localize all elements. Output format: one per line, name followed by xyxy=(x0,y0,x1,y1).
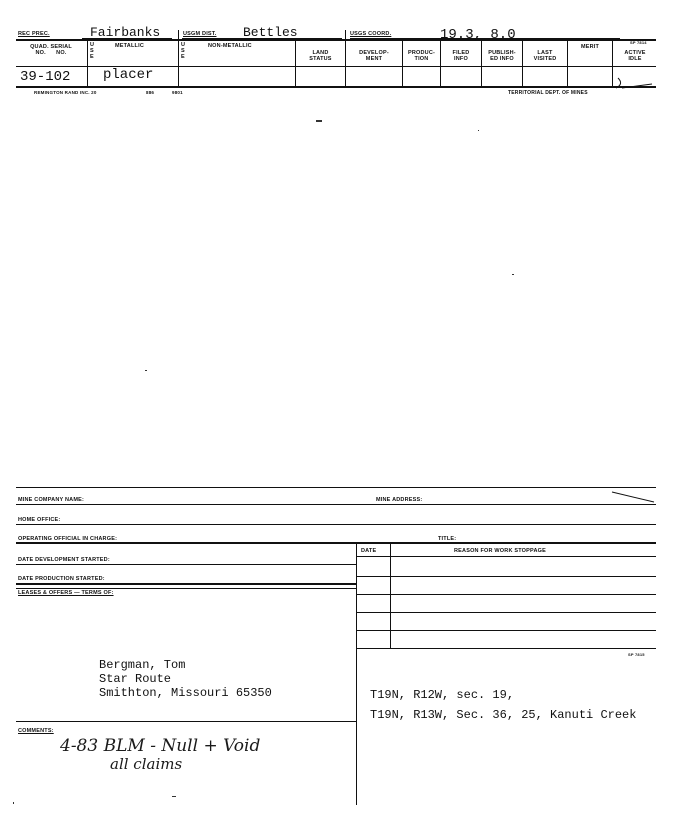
use-e-2: E xyxy=(181,54,185,60)
col-filed: FILED xyxy=(452,50,470,56)
col-metallic: METALLIC xyxy=(115,43,144,49)
home-office-label: HOME OFFICE: xyxy=(18,517,61,523)
printer-code-1: 886 xyxy=(146,90,155,95)
scan-speck xyxy=(172,796,176,797)
printer-code-2: 9801 xyxy=(172,90,183,95)
date-prod-label: DATE PRODUCTION STARTED: xyxy=(18,576,105,582)
metallic-value: placer xyxy=(103,67,154,83)
use-s: S xyxy=(90,48,94,54)
scan-speck xyxy=(478,130,479,131)
use-u: U xyxy=(90,42,95,48)
col-last-visited xyxy=(523,50,567,62)
col-production xyxy=(403,50,440,62)
col-filed-info-2: INFO xyxy=(454,56,468,62)
col-publish: PUBLISH- xyxy=(488,50,516,56)
scan-speck xyxy=(316,120,322,122)
serial-number: 39-102 xyxy=(20,69,71,85)
col-quad-serial xyxy=(18,44,84,56)
col-land-status xyxy=(297,50,344,62)
col-produc: PRODUC- xyxy=(407,50,436,56)
usgs-coord-value: 19.3, 8.0 xyxy=(440,27,516,43)
scan-speck xyxy=(13,802,14,804)
title-label: TITLE: xyxy=(438,536,457,542)
col-use-letters-2 xyxy=(181,42,185,60)
col-ed-info: ED INFO xyxy=(490,56,514,62)
col-quad-serial-line1: QUAD. SERIAL xyxy=(30,44,72,50)
use-s-2: S xyxy=(181,48,185,54)
col-use-letters xyxy=(90,42,94,60)
rec-prec-value: Fairbanks xyxy=(90,25,161,40)
dept-label: TERRITORIAL DEPT. OF MINES xyxy=(508,90,588,96)
usgm-dist-label: USGM DIST. xyxy=(183,31,217,37)
reason-col-header: REASON FOR WORK STOPPAGE xyxy=(454,548,546,554)
col-non-metallic: NON-METALLIC xyxy=(208,43,252,49)
col-development xyxy=(346,50,402,62)
col-published-info xyxy=(482,50,522,62)
usgm-dist-value: Bettles xyxy=(243,25,298,40)
date-dev-label: DATE DEVELOPMENT STARTED: xyxy=(18,557,110,563)
scan-speck xyxy=(512,274,514,275)
handwritten-comment-1: 4-83 BLM - Null + Void xyxy=(60,736,261,756)
owner-street: Star Route xyxy=(99,672,172,686)
comments-label: COMMENTS: xyxy=(18,728,54,734)
col-active-idle xyxy=(613,50,657,62)
paper-curl-mark xyxy=(612,76,656,92)
col-filed-info xyxy=(441,50,481,62)
rec-prec-label: REC PREC. xyxy=(18,31,50,37)
owner-name: Bergman, Tom xyxy=(99,658,186,672)
leases-label: LEASES & OFFERS — TERMS OF: xyxy=(18,590,114,596)
mine-company-label: MINE COMPANY NAME: xyxy=(18,497,85,503)
col-merit: MERIT xyxy=(580,44,600,50)
form-code-top: SP 7814 xyxy=(630,40,647,45)
col-develop: DEVELOP- xyxy=(359,50,389,56)
handwritten-comment-2: all claims xyxy=(110,755,183,773)
usgs-coord-label: USGS COORD. xyxy=(350,31,392,37)
col-ment: MENT xyxy=(365,56,383,62)
col-idle: IDLE xyxy=(628,56,642,62)
col-quad-serial-line2: NO. NO. xyxy=(35,50,67,56)
use-e: E xyxy=(90,54,94,60)
col-status: STATUS xyxy=(309,56,332,62)
location-line-2: T19N, R13W, Sec. 36, 25, Kanuti Creek xyxy=(370,708,637,722)
owner-city: Smithton, Missouri 65350 xyxy=(99,686,272,700)
form-code-bottom: SP 7815 xyxy=(628,652,645,657)
col-visited: VISITED xyxy=(533,56,557,62)
printer-code: REMINGTON RAND INC. 20 xyxy=(34,90,97,95)
paper-curl-mark-2 xyxy=(610,490,656,504)
col-active: ACTIVE xyxy=(624,50,646,56)
col-tion: TION xyxy=(414,56,429,62)
location-line-1: T19N, R12W, sec. 19, xyxy=(370,688,515,702)
use-u-2: U xyxy=(181,42,186,48)
mine-address-label: MINE ADDRESS: xyxy=(376,497,423,503)
col-land: LAND xyxy=(312,50,329,56)
operating-official-label: OPERATING OFFICIAL IN CHARGE: xyxy=(18,536,118,542)
scan-speck xyxy=(145,370,147,371)
date-col-header: DATE xyxy=(361,548,377,554)
col-last: LAST xyxy=(537,50,553,56)
